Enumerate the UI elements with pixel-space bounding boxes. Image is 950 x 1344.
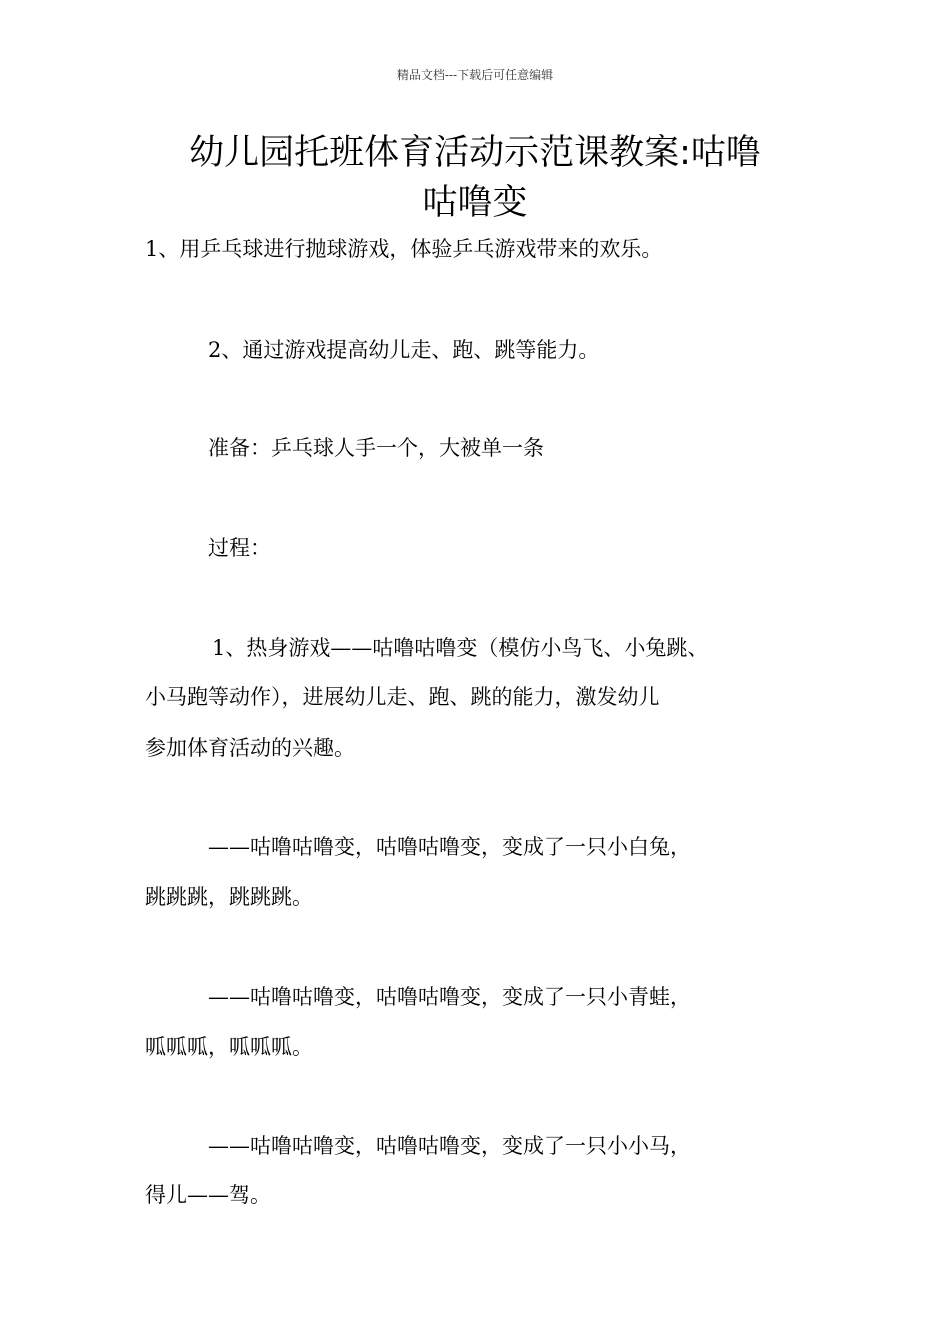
title-line-2: 咕噜变 xyxy=(422,183,528,223)
verse-2-line-2: 呱呱呱，呱呱呱。 xyxy=(145,1035,313,1059)
step-1-line-1: 1、热身游戏——咕噜咕噜变（模仿小鸟飞、小兔跳、 xyxy=(212,636,709,660)
goal-2: 2、通过游戏提高幼儿走、跑、跳等能力。 xyxy=(208,338,600,362)
goal-1: 1、用乒乓球进行抛球游戏，体验乒乓游戏带来的欢乐。 xyxy=(145,237,663,261)
verse-1-line-1: ——咕噜咕噜变，咕噜咕噜变，变成了一只小白兔， xyxy=(208,835,691,859)
preparation: 准备：乒乓球人手一个，大被单一条 xyxy=(208,436,544,460)
verse-3-line-2: 得儿——驾。 xyxy=(145,1183,271,1207)
verse-3-line-1: ——咕噜咕噜变，咕噜咕噜变，变成了一只小小马， xyxy=(208,1134,691,1158)
step-1-line-2: 小马跑等动作），进展幼儿走、跑、跳的能力，激发幼儿 xyxy=(145,685,660,709)
document-title xyxy=(120,128,830,228)
step-1-line-3: 参加体育活动的兴趣。 xyxy=(145,736,355,760)
verse-1-line-2: 跳跳跳，跳跳跳。 xyxy=(145,885,313,909)
process-label: 过程： xyxy=(208,536,271,560)
page-header-note: 精品文档---下载后可任意编辑 xyxy=(396,68,554,82)
verse-2-line-1: ——咕噜咕噜变，咕噜咕噜变，变成了一只小青蛙， xyxy=(208,985,691,1009)
title-line-1: 幼儿园托班体育活动示范课教案:咕噜 xyxy=(189,133,761,173)
